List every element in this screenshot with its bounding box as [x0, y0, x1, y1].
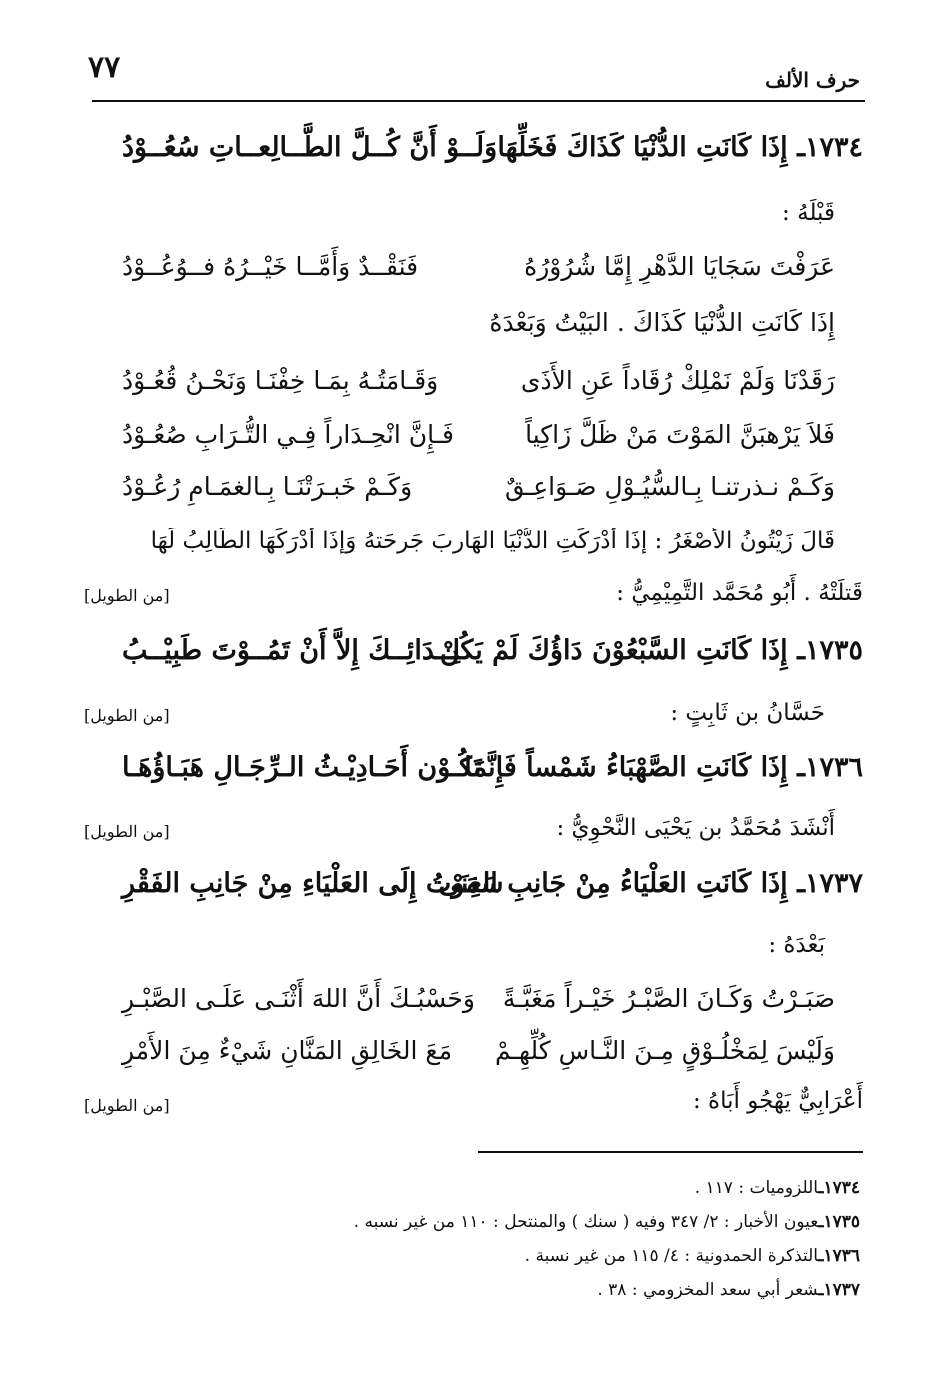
verse-5-first-half: صَبَـرْتُ وَكَـانَ الصَّبْـرُ خَيْـراً مَغَبَّـةً: [502, 984, 835, 1013]
chapter-title: حرف الألف: [765, 68, 860, 92]
footnote-text: شعر أبي سعد المخزومي : ٣٨ .: [597, 1280, 819, 1300]
verse-3-first-half: فَلاَ يَرْهبَنَّ المَوْتَ مَنْ ظَلَّ زَاكِياً: [525, 420, 835, 449]
verse-1736-first-half: ١٧٣٦ـ إِذَا كَانَتِ الصَّهْبَاءُ شَمْساً فَإِنَّمَا: [464, 752, 863, 783]
verse-5-second-half: وَحَسْبُـكَ أَنَّ اللهَ أَثْنَـى عَلَـى الصَّبْـرِ: [122, 984, 475, 1013]
meter-label-3: [من الطويل]: [84, 822, 170, 841]
verse-6-second-half: مَعَ الخَالِقِ المَنَّانِ شَيْءٌ مِنَ الأَمْرِ: [122, 1036, 453, 1065]
footnote-rule: [478, 1151, 863, 1153]
qablahu-label: قَبْلَهُ :: [782, 200, 835, 226]
footnote-number: ١٧٣٥ـ: [818, 1212, 860, 1232]
meter-label-2: [من الطويل]: [84, 706, 170, 725]
footnote-number: ١٧٣٤ـ: [818, 1178, 860, 1198]
footnote-1736: [525, 1246, 860, 1266]
verse-1735-second-half: لِــدَائِــكَ إِلاَّ أَنْ تَمُــوْتَ طَبِيْــبُ: [122, 635, 461, 666]
verse-1734-first-half: ١٧٣٤ـ إِذَا كَانَتِ الدُّنْيَا كَذَاكَ فَخَلِّهَا: [497, 132, 863, 163]
footnote-number: ١٧٣٧ـ: [818, 1280, 860, 1300]
meter-label-1: [من الطويل]: [84, 586, 170, 605]
verse-4-first-half: وَكَـمْ نـذرتنـا بِـالسُّيُـوْلِ صَـوَاعِـقٌ: [505, 472, 835, 501]
page-number: ٧٧: [88, 50, 121, 85]
verse-1734-second-half: وَلَــوْ أَنَّ كُــلَّ الطَّــالِعــاتِ سُعُــوْدُ: [122, 132, 498, 163]
header-rule: [92, 100, 865, 102]
idha-line: إِذَا كَانَتِ الدُّنْيَا كَذَاكَ . البَيْتُ وَبَعْدَهُ: [489, 308, 835, 337]
hassan-attribution: حَسَّانُ بن ثَابِتٍ :: [670, 700, 825, 726]
verse-1737-first-half: ١٧٣٧ـ إِذَا كَانَتِ العَلْيَاءُ مِنْ جَانِبِ الغِنَى: [438, 868, 863, 899]
arabi-attribution: أَعْرَابِيٌّ يَهْجُو أَبَاهُ :: [692, 1088, 863, 1114]
verse-2-first-half: رَقَدْنَا وَلَمْ نَمْلِكْ رُقَاداً عَنِ الأَذَى: [520, 366, 835, 395]
verse-1736-second-half: تَكُـوْن أَحَـادِيْـثُ الـرِّجَـالِ هَبَـاؤُهَـا: [122, 752, 482, 783]
verse-1735-first-half: ١٧٣٥ـ إِذَا كَانَتِ السَّبْعُوْنَ دَاؤُكَ لَمْ يَكُنْ: [439, 635, 863, 666]
footnote-number: ١٧٣٦ـ: [818, 1246, 860, 1266]
verse-4-second-half: وَكَـمْ خَبـرَتْنَـا بِـالغمَـامِ رُعُـوْدُ: [122, 472, 413, 501]
footnote-text: عيون الأخبار : ٢/ ٣٤٧ وفيه ( سنك ) والمنتحل : ١١٠ من غير نسبه .: [353, 1212, 819, 1232]
anshad-attribution: أَنْشَدَ مُحَمَّدُ بن يَحْيَى النَّحْوِيُّ :: [556, 815, 835, 841]
verse-1-second-half: فَنَقْــدٌ وَأَمَّــا خَيْــرُهُ فــوُعُــوْدُ: [122, 252, 419, 281]
verse-1737-second-half: سَمَوْتُ إِلَى العَلْيَاءِ مِنْ جَانِبِ الفَقْرِ: [122, 868, 504, 899]
footnote-text: التذكرة الحمدونية : ٤/ ١١٥ من غير نسبة .: [524, 1246, 819, 1266]
verse-6-first-half: وَلَيْسَ لِمَخْلُـوْقٍ مِـنَ النَّـاسِ كُلِّهِـمْ: [495, 1036, 835, 1065]
prose-line-2: قَتلَتْهُ . أَبُو مُحَمَّد التَّمِيْمِيُّ :: [616, 580, 863, 606]
verse-2-second-half: وَقَـامَتُـهُ بِمَـا خِفْنَـا وَنَحْـنُ قُعُـوْدُ: [122, 366, 439, 395]
prose-line-1: قَالَ زَيْتُونُ الأَصْغَرُ : إِذَا أَدْرَكَتِ الدُّنْيَا الهَارِبَ جَرحَتهُ وَإِذَا أَدْرَكَهَا الطَّالِبُ لَهَا: [150, 528, 835, 554]
footnote-1737: [597, 1280, 860, 1300]
verse-3-second-half: فَـإِنَّ انْحِـدَاراً فِـي التُّـرَابِ صُعُـوْدُ: [122, 420, 454, 449]
badahu-label: بَعْدَهُ :: [768, 932, 825, 958]
footnote-1734: [695, 1178, 860, 1198]
verse-1-first-half: عَرَفْتَ سَجَايَا الدَّهْرِ إِمَّا شُرُوْرُهُ: [524, 252, 835, 281]
meter-label-4: [من الطويل]: [84, 1096, 170, 1115]
footnote-1735: [354, 1212, 860, 1232]
footnote-text: اللزوميات : ١١٧ .: [694, 1178, 819, 1198]
